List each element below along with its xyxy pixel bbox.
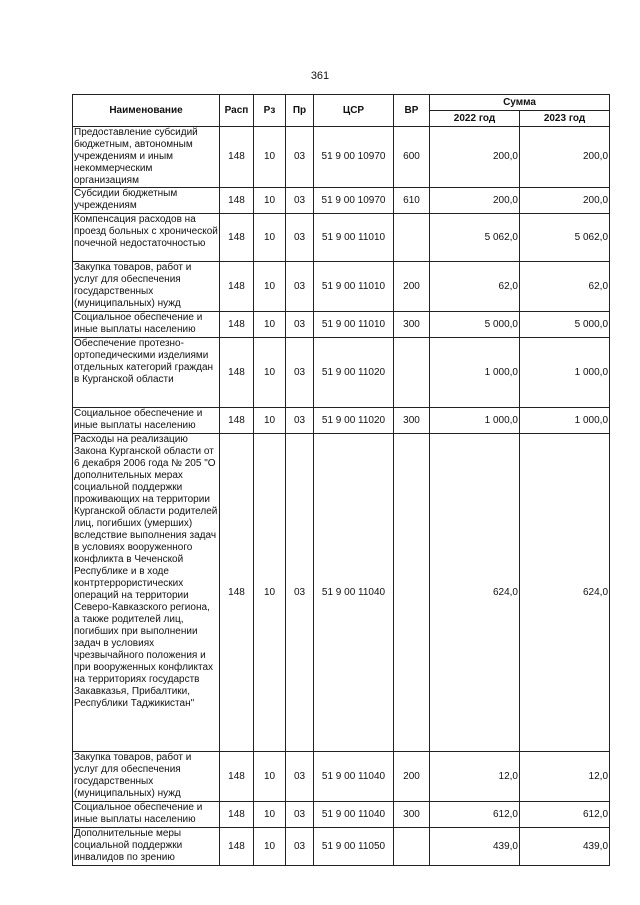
row-csr: 51 9 00 11050 [314, 828, 394, 866]
table-row [73, 214, 610, 262]
row-rasp: 148 [220, 338, 254, 408]
row-sum-2022: 1 000,0 [430, 408, 520, 434]
row-rasp: 148 [220, 214, 254, 262]
table-row [73, 127, 610, 188]
row-rz: 10 [254, 312, 286, 338]
row-pr: 03 [286, 802, 314, 828]
row-vr: 200 [394, 262, 430, 312]
row-rasp: 148 [220, 828, 254, 866]
row-sum-2023: 624,0 [520, 434, 610, 752]
row-sum-2023: 200,0 [520, 127, 610, 188]
row-csr: 51 9 00 11020 [314, 338, 394, 408]
row-rasp: 148 [220, 802, 254, 828]
header-rasp: Расп [220, 95, 254, 127]
row-vr: 300 [394, 312, 430, 338]
row-rasp: 148 [220, 188, 254, 214]
row-rz: 10 [254, 338, 286, 408]
row-rasp: 148 [220, 752, 254, 802]
row-pr: 03 [286, 752, 314, 802]
row-rz: 10 [254, 434, 286, 752]
row-sum-2023: 1 000,0 [520, 408, 610, 434]
row-name: Компенсация расходов на проезд больных с хронической почечной недостаточностью [73, 214, 220, 262]
row-vr: 600 [394, 127, 430, 188]
row-rz: 10 [254, 214, 286, 262]
row-pr: 03 [286, 262, 314, 312]
table-row [73, 262, 610, 312]
row-sum-2023: 439,0 [520, 828, 610, 866]
row-name: Дополнительные меры социальной поддержки инвалидов по зрению [73, 828, 220, 866]
row-csr: 51 9 00 11040 [314, 434, 394, 752]
row-vr [394, 828, 430, 866]
row-csr: 51 9 00 11020 [314, 408, 394, 434]
row-vr: 300 [394, 408, 430, 434]
row-vr [394, 214, 430, 262]
row-sum-2023: 1 000,0 [520, 338, 610, 408]
row-csr: 51 9 00 11010 [314, 312, 394, 338]
row-pr: 03 [286, 127, 314, 188]
row-csr: 51 9 00 11040 [314, 752, 394, 802]
row-pr: 03 [286, 828, 314, 866]
row-rz: 10 [254, 188, 286, 214]
row-vr: 300 [394, 802, 430, 828]
table-row [73, 802, 610, 828]
row-vr [394, 434, 430, 752]
row-csr: 51 9 00 10970 [314, 127, 394, 188]
row-pr: 03 [286, 312, 314, 338]
header-sum: Сумма [430, 95, 610, 111]
table-row [73, 312, 610, 338]
row-sum-2023: 5 062,0 [520, 214, 610, 262]
row-rasp: 148 [220, 127, 254, 188]
table-row [73, 408, 610, 434]
row-rz: 10 [254, 802, 286, 828]
page-number: 361 [310, 70, 330, 82]
row-sum-2022: 5 000,0 [430, 312, 520, 338]
header-year-2022: 2022 год [430, 111, 520, 127]
row-vr: 610 [394, 188, 430, 214]
row-name: Обеспечение протезно-ортопедическими изделиями отдельных категорий граждан в Курганской области [73, 338, 220, 408]
table-row [73, 828, 610, 866]
row-name: Закупка товаров, работ и услуг для обеспечения государственных (муниципальных) нужд [73, 262, 220, 312]
row-sum-2023: 612,0 [520, 802, 610, 828]
row-rz: 10 [254, 752, 286, 802]
row-sum-2022: 624,0 [430, 434, 520, 752]
row-pr: 03 [286, 408, 314, 434]
row-name: Субсидии бюджетным учреждениям [73, 188, 220, 214]
row-rz: 10 [254, 262, 286, 312]
budget-table [72, 94, 610, 866]
row-sum-2022: 612,0 [430, 802, 520, 828]
row-rasp: 148 [220, 408, 254, 434]
row-sum-2022: 5 062,0 [430, 214, 520, 262]
row-name: Закупка товаров, работ и услуг для обеспечения государственных (муниципальных) нужд [73, 752, 220, 802]
table-row [73, 338, 610, 408]
table-row [73, 434, 610, 752]
row-vr: 200 [394, 752, 430, 802]
row-sum-2022: 200,0 [430, 127, 520, 188]
row-pr: 03 [286, 214, 314, 262]
row-csr: 51 9 00 11040 [314, 802, 394, 828]
row-rasp: 148 [220, 434, 254, 752]
row-rz: 10 [254, 127, 286, 188]
row-rasp: 148 [220, 312, 254, 338]
row-sum-2023: 12,0 [520, 752, 610, 802]
row-sum-2022: 439,0 [430, 828, 520, 866]
row-csr: 51 9 00 11010 [314, 214, 394, 262]
row-rz: 10 [254, 408, 286, 434]
header-vr: ВР [394, 95, 430, 127]
row-sum-2023: 62,0 [520, 262, 610, 312]
row-name: Социальное обеспечение и иные выплаты населению [73, 408, 220, 434]
row-sum-2023: 200,0 [520, 188, 610, 214]
header-pr: Пр [286, 95, 314, 127]
header-name: Наименование [73, 95, 220, 127]
row-rasp: 148 [220, 262, 254, 312]
row-pr: 03 [286, 338, 314, 408]
row-sum-2022: 1 000,0 [430, 338, 520, 408]
row-name: Социальное обеспечение и иные выплаты населению [73, 802, 220, 828]
row-rz: 10 [254, 828, 286, 866]
header-csr: ЦСР [314, 95, 394, 127]
row-pr: 03 [286, 434, 314, 752]
table-row [73, 188, 610, 214]
header-rz: Рз [254, 95, 286, 127]
row-name: Социальное обеспечение и иные выплаты населению [73, 312, 220, 338]
header-year-2023: 2023 год [520, 111, 610, 127]
row-vr [394, 338, 430, 408]
row-csr: 51 9 00 11010 [314, 262, 394, 312]
row-name: Расходы на реализацию Закона Курганской области от 6 декабря 2006 года № 205 "О дополнительных мерах социальной поддержки проживающих на территории Курганской области родителей лиц, погибших (умерших) вследствие выполнения задач в условиях вооруженного конфликта в Чеченской Республике и в ходе контртеррористических операций на территории Северо-Кавказского региона, а также родителей лиц, погибших при выполнении задач в условиях чрезвычайного положения и при вооруженных конфликтах на территориях государств Закавказья, Прибалтики, Республики Таджикистан" [73, 434, 220, 752]
row-pr: 03 [286, 188, 314, 214]
table-row [73, 752, 610, 802]
row-sum-2023: 5 000,0 [520, 312, 610, 338]
row-sum-2022: 200,0 [430, 188, 520, 214]
row-sum-2022: 12,0 [430, 752, 520, 802]
row-csr: 51 9 00 10970 [314, 188, 394, 214]
row-sum-2022: 62,0 [430, 262, 520, 312]
row-name: Предоставление субсидий бюджетным, автономным учреждениям и иным некоммерческим организациям [73, 127, 220, 188]
